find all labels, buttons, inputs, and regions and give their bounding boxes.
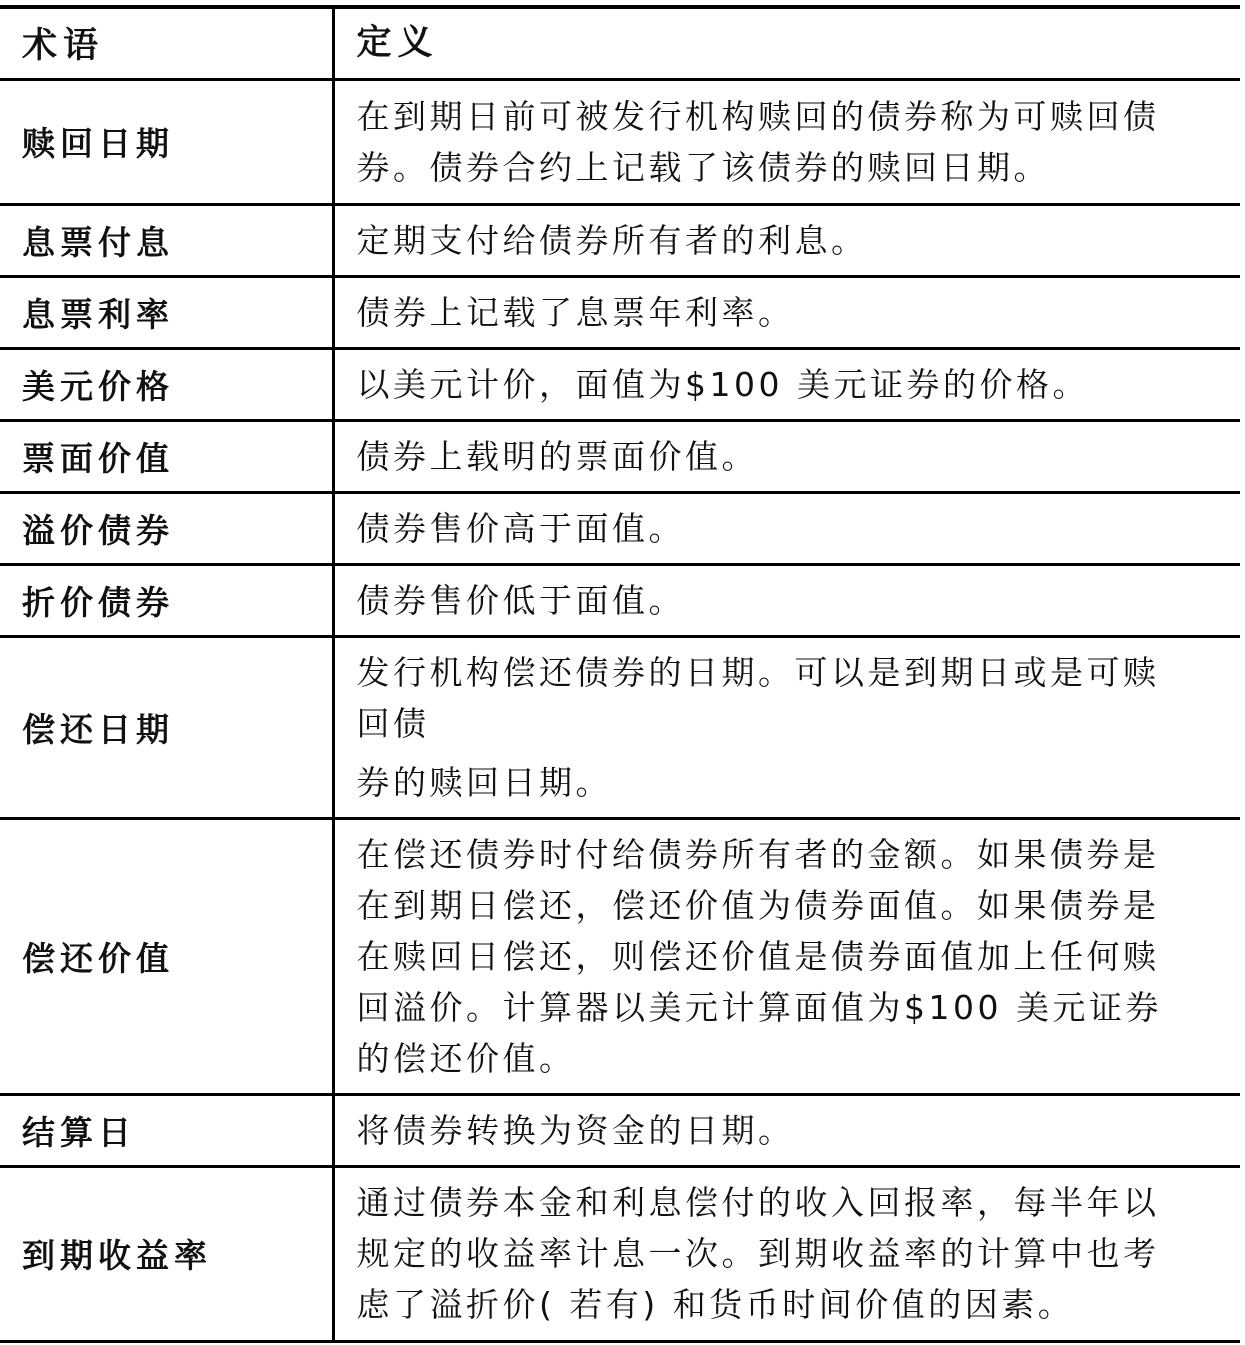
table-row: [0, 204, 1240, 276]
table-row: [0, 420, 1240, 492]
definition-cell: [333, 636, 1240, 818]
term-cell: 票面价值: [0, 420, 333, 492]
definition-line: 债券上载明的票面价值。: [356, 436, 758, 476]
definition-cell: [333, 420, 1240, 492]
table-row: [0, 818, 1240, 1094]
term-cell: 息票利率: [0, 276, 333, 348]
table-row: [0, 79, 1240, 204]
definition-line: 在到期日前可被发行机构赎回的债券称为可赎回债: [356, 96, 1160, 136]
definition-cell: [333, 79, 1240, 204]
definition-line: 发行机构偿还债券的日期。可以是到期日或是可赎: [356, 652, 1160, 692]
definition-line: 在赎回日偿还，则偿还价值是债券面值加上任何赎: [356, 936, 1160, 976]
definition-line: 在偿还债券时付给债券所有者的金额。如果债券是: [356, 834, 1160, 874]
term-cell: 溢价债券: [0, 492, 333, 564]
definition-cell: [333, 348, 1240, 420]
table-row: [0, 276, 1240, 348]
header-term: 术语: [0, 7, 333, 79]
table-row: [0, 636, 1240, 818]
definition-line: 虑了溢折价( 若有) 和货币时间价值的因素。: [356, 1285, 1075, 1324]
definition-line: 债券上记载了息票年利率。: [356, 292, 795, 332]
term-cell: 到期收益率: [0, 1166, 333, 1341]
definition-line: 将债券转换为资金的日期。: [356, 1110, 795, 1150]
definition-line: 以美元计价，面值为$100 美元证券的价格。: [356, 364, 1089, 404]
definition-line: 规定的收益率计息一次。到期收益率的计算中也考: [356, 1234, 1160, 1273]
table-row: [0, 348, 1240, 420]
term-cell: 偿还价值: [0, 818, 333, 1094]
term-cell: 折价债券: [0, 564, 333, 636]
definition-cell: [333, 1094, 1240, 1166]
definition-line: 回债: [356, 703, 430, 743]
term-cell: 息票付息: [0, 204, 333, 276]
definition-cell: [333, 276, 1240, 348]
term-cell: 偿还日期: [0, 636, 333, 818]
definition-line: 券。债券合约上记载了该债券的赎回日期。: [356, 147, 1050, 187]
definition-line: 回溢价。计算器以美元计算面值为$100 美元证券: [356, 987, 1162, 1027]
definition-line: 券的赎回日期。: [356, 762, 612, 802]
definition-line: 定期支付给债券所有者的利息。: [356, 220, 868, 260]
definition-cell: [333, 204, 1240, 276]
term-cell: 美元价格: [0, 348, 333, 420]
bond-terms-table: [0, 5, 1240, 1343]
term-cell: 结算日: [0, 1094, 333, 1166]
definition-line: 通过债券本金和利息偿付的收入回报率，每半年以: [356, 1183, 1160, 1222]
table-row: [0, 1094, 1240, 1166]
definition-line: 的偿还价值。: [356, 1038, 576, 1078]
definition-line: 债券售价高于面值。: [356, 508, 685, 548]
table-row: [0, 492, 1240, 564]
definition-line: 债券售价低于面值。: [356, 580, 685, 620]
term-cell: 赎回日期: [0, 79, 333, 204]
definition-line: 在到期日偿还，偿还价值为债券面值。如果债券是: [356, 885, 1160, 925]
table-row: [0, 1166, 1240, 1341]
definition-cell: [333, 564, 1240, 636]
definition-cell: [333, 492, 1240, 564]
table-row: [0, 564, 1240, 636]
definition-cell: [333, 1166, 1240, 1341]
definition-cell: [333, 818, 1240, 1094]
header-definition: 定义: [356, 22, 439, 63]
table-header-row: [0, 7, 1240, 79]
